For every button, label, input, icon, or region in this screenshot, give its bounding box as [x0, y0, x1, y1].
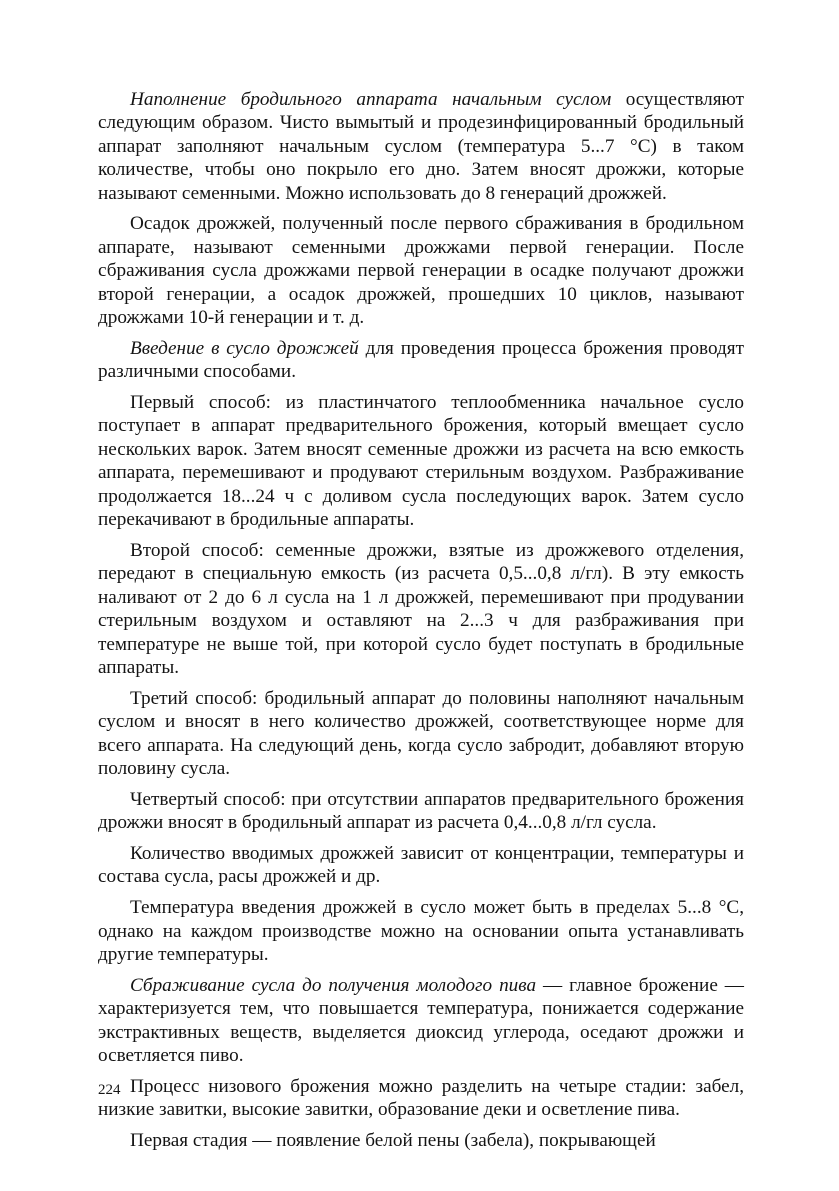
- paragraph-yeast-sediment: [98, 212, 744, 329]
- paragraph-text-filling: осуществляют следующим образом. Чисто вымытый и продезинфицированный бродильный аппарат заполняют начальным суслом (температура 5...7 °С) в таком количестве, чтобы оно покрыло его дно. Затем вносят дрожжи, которые называют семенными. Можно использовать до 8 генераций дрожжей.: [98, 89, 744, 204]
- paragraph-method-four: [98, 788, 744, 835]
- paragraph-first-stage: [98, 1129, 744, 1152]
- italic-lead-filling: Наполнение бродильного аппарата начальным суслом: [130, 89, 612, 110]
- page-body: [98, 88, 744, 1160]
- paragraph-yeast-introduction: [98, 337, 744, 384]
- paragraph-bottom-fermentation-stages: [98, 1075, 744, 1122]
- italic-lead-introduction: Введение в сусло дрожжей: [130, 337, 359, 359]
- page-number: 224: [98, 1082, 121, 1098]
- paragraph-text-method-four: Четвертый способ: при отсутствии аппаратов предварительного брожения дрожжи вносят в бродильный аппарат из расчета 0,4...0,8 л/гл сусла.: [98, 788, 744, 834]
- paragraph-filling-fermenter: [98, 88, 744, 205]
- paragraph-text-fermentation: — главное брожение — характеризуется тем, что повышается температура, понижается содержание экстрактивных веществ, выделяется диоксид углерода, оседают дрожжи и осветляется пиво.: [98, 974, 744, 1066]
- paragraph-text-introduction: для проведения процесса брожения проводят различными способами.: [98, 337, 744, 383]
- paragraph-text-first-stage: Первая стадия — появление белой пены (забела), покрывающей: [130, 1129, 656, 1151]
- paragraph-text-method-three: Третий способ: бродильный аппарат до половины наполняют начальным суслом и вносят в него количество дрожжей, соответствующее норме для всего аппарата. На следующий день, когда сусло забродит, добавляют вторую половину сусла.: [98, 687, 744, 779]
- paragraph-text-temperature: Температура введения дрожжей в сусло может быть в пределах 5...8 °С, однако на каждом производстве можно на основании опыта устанавливать другие температуры.: [98, 897, 744, 965]
- paragraph-text-stages: Процесс низового брожения можно разделить на четыре стадии: забел, низкие завитки, высокие завитки, образование деки и осветление пива.: [98, 1075, 744, 1121]
- paragraph-yeast-quantity: [98, 842, 744, 889]
- paragraph-temperature: [98, 896, 744, 966]
- paragraph-main-fermentation: [98, 974, 744, 1068]
- paragraph-text-sediment: Осадок дрожжей, полученный после первого сбраживания в бродильном аппарате, называют семенными дрожжами первой генерации. После сбраживания сусла дрожжами первой генерации в осадке получают дрожжи второй генерации, а осадок дрожжей, прошедших 10 циклов, называют дрожжами 10-й генерации и т. д.: [98, 213, 744, 329]
- paragraph-method-one: [98, 391, 744, 531]
- paragraph-method-two: [98, 539, 744, 679]
- paragraph-text-method-two: Второй способ: семенные дрожжи, взятые из дрожжевого отделения, передают в специальную емкость (из расчета 0,5...0,8 л/гл). В эту емкость наливают от 2 до 6 л сусла на 1 л дрожжей, перемешивают при продувании стерильным воздухом и оставляют на 2...3 ч для разбраживания при температуре не выше той, при которой сусло будет поступать в бродильные аппараты.: [98, 539, 744, 678]
- paragraph-text-quantity: Количество вводимых дрожжей зависит от концентрации, температуры и состава сусла, расы дрожжей и др.: [98, 842, 744, 888]
- paragraph-method-three: [98, 687, 744, 781]
- paragraph-text-method-one: Первый способ: из пластинчатого теплообменника начальное сусло поступает в аппарат предварительного брожения, который вмещает сусло нескольких варок. Затем вносят семенные дрожжи из расчета на всю емкость аппарата, перемешивают и продувают стерильным воздухом. Разбраживание продолжается 18...24 ч с доливом сусла последующих варок. Затем сусло перекачивают в бродильные аппараты.: [98, 392, 744, 531]
- italic-lead-fermentation: Сбраживание сусла до получения молодого пива: [130, 974, 537, 996]
